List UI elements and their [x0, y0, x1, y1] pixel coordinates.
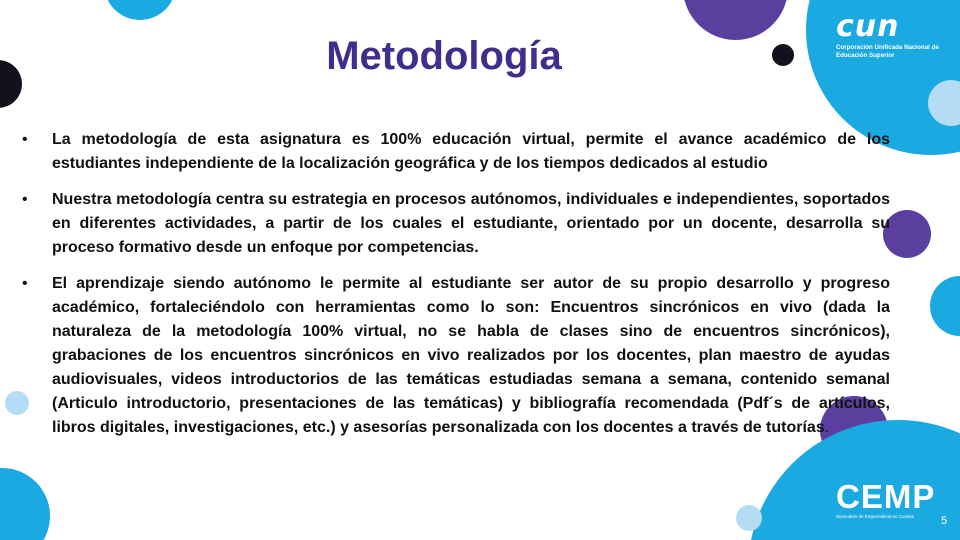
- cun-logo-subtitle: Corporación Unificada Nacional de Educación Superior: [836, 44, 939, 59]
- bullet-text: [52, 128, 890, 176]
- cun-logo-mark: cun: [836, 9, 900, 44]
- bullet-list: [22, 128, 890, 452]
- deco-circle-right-cyan-mid: [930, 276, 960, 336]
- deco-circle-bottom-left-cyan: [0, 468, 50, 540]
- bullet-text-body: La metodología de esta asignatura es 100% educación virtual, permite el avance académico de los estudiantes independiente de la localización geográfica y de los tiempos dedicados al estudio: [52, 131, 890, 172]
- bullet-dot-icon: •: [22, 191, 28, 208]
- deco-circle-top-cyan: [104, 0, 176, 20]
- bullet-text-body: El aprendizaje siendo autónomo le permite al estudiante ser autor de su propio desarrollo y progreso académico, fortaleciéndolo con herramientas como lo son: Encuentros sincrónicos en vivo (dada la naturaleza de la metodología 100% virtual, no se habla de clases sino de encuentros sincrónicos), grabaciones de los encuentros sincrónicos en vivo realizados por los docentes, plan maestro de ayudas audiovisuales, videos introductorios de las temáticas estudiadas semana a semana, contenido semanal (Articulo introductorio, presentaciones de las temáticas) y bibliografía recomendada (Pdf´s de artículos, libros digitales, investigaciones, etc.) y asesorías personalizada con los docentes a través de tutorías: [52, 275, 890, 436]
- bullet-dot-icon: •: [22, 131, 28, 148]
- list-item: [22, 188, 890, 260]
- bullet-text-tail: .: [824, 419, 830, 436]
- deco-circle-right-purple-mid: [883, 210, 931, 258]
- page-title: Metodología: [326, 34, 562, 78]
- cemp-logo-mark: CEMP: [836, 478, 936, 515]
- bullet-dot-icon: •: [22, 275, 28, 292]
- deco-circle-bottom-small-light: [736, 505, 762, 531]
- cemp-logo-subtitle: Biomodelo de Emprendimiento Cunista: [836, 514, 915, 519]
- list-item: [22, 272, 890, 440]
- bullet-text: [52, 272, 890, 440]
- page-number: 5: [941, 515, 948, 527]
- cemp-logo: [836, 480, 946, 520]
- bullet-text: [52, 188, 890, 260]
- list-item: [22, 128, 890, 176]
- bullet-text-body: Nuestra metodología centra su estrategia en procesos autónomos, individuales e independientes, soportados en diferentes actividades, a partir de los cuales el estudiante, orientado por un docente, desarrolla su proceso formativo desde un enfoque por competencias.: [52, 191, 890, 256]
